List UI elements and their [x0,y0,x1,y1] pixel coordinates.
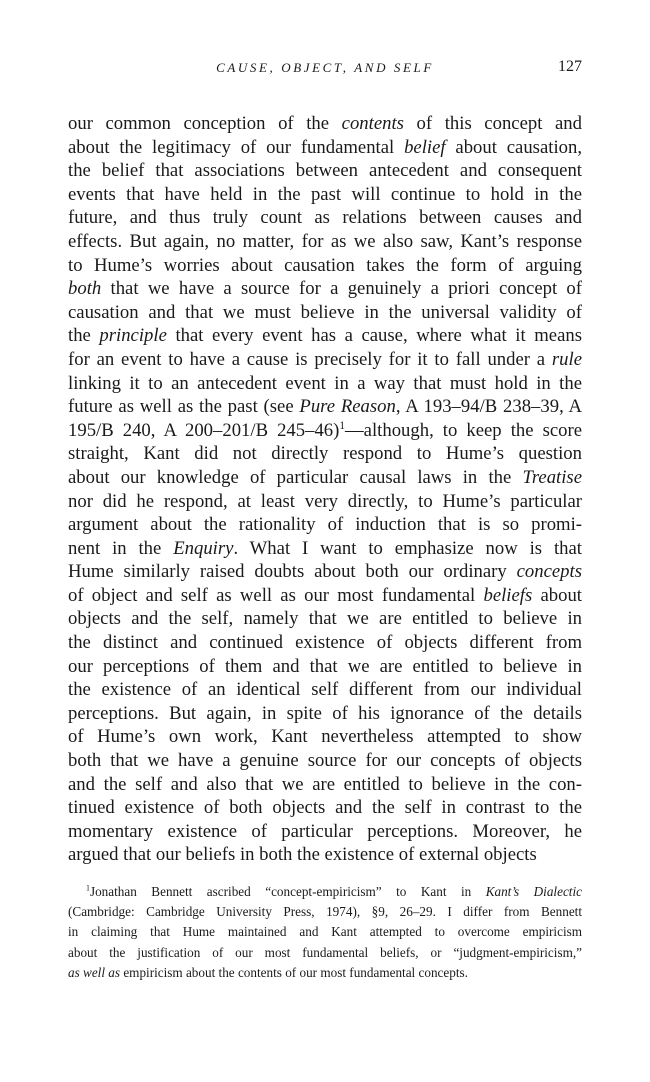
body-line: straight, Kant did not directly respond to Hume’s question [68,443,582,465]
body-line: events that have held in the past will continue to hold in the [68,183,582,205]
body-line: argued that our beliefs in both the existence of external objects [68,844,537,866]
body-line: our common conception of the contents of this concept and [68,113,582,134]
footnote-line: (Cambridge: Cambridge University Press, 1974), §9, 26–29. I differ from Bennett [68,904,582,920]
footnote-line: $^1$Jonathan Bennett ascribed “concept-empiricism” to Kant in Kant’s Dialectic [86,883,582,899]
footnote-line: about the justification of our most fundamental beliefs, or “judgment-empiricism,” [68,944,582,960]
body-line: the principle that every event has a cause, where what it means [68,325,582,347]
body-line: about the legitimacy of our fundamental belief about causation, [68,136,582,158]
body-line: and the self and also that we are entitled to believe in the con- [68,773,582,795]
body-line: the existence of an identical self different from our individual [68,679,582,701]
body-line: to Hume’s worries about causation takes the form of arguing [68,254,582,276]
footnote [68,882,582,983]
body-line: both that we have a source for a genuinely a priori concept of [68,278,582,300]
body-line: linking it to an antecedent event in a way that must hold in the [68,372,582,394]
page-number: 127 [558,58,582,75]
body-line: of Hume’s own work, Kant nevertheless attempted to show [68,726,582,748]
body-line: momentary existence of particular perceptions. Moreover, he [68,820,582,842]
running-head: CAUSE, OBJECT, AND SELF [216,60,434,75]
page-header [68,60,582,86]
body-text [68,112,582,867]
body-line: Hume similarly raised doubts about both our ordinary concepts [68,561,582,583]
footnote-line: as well as empiricism about the contents of our most fundamental concepts. [68,964,468,980]
body-line: perceptions. But again, in spite of his ignorance of the details [68,702,582,724]
body-line: of object and self as well as our most fundamental beliefs about [68,584,582,606]
footnote-line: in claiming that Hume maintained and Kant attempted to overcome empiricism [68,924,582,940]
body-line: nent in the Enquiry. What I want to emphasize now is that [68,537,582,559]
body-line: argument about the rationality of induction that is so promi- [68,514,582,536]
body-line: effects. But again, no matter, for as we also saw, Kant’s response [68,230,582,252]
body-line: tinued existence of both objects and the self in contrast to the [68,797,582,819]
body-line: our perceptions of them and that we are entitled to believe in [68,655,582,677]
body-line: both that we have a genuine source for our concepts of objects [68,750,582,772]
body-line: for an event to have a cause is precisely for it to fall under a rule [68,348,582,370]
body-line: nor did he respond, at least very directly, to Hume’s particular [68,490,582,512]
body-line: objects and the self, namely that we are entitled to believe in [68,608,582,630]
body-line: the belief that associations between antecedent and consequent [68,160,582,182]
body-line: causation and that we must believe in the universal validity of [68,301,582,323]
body-line: about our knowledge of particular causal laws in the Treatise [68,466,582,488]
body-line: future, and thus truly count as relations between causes and [68,207,582,229]
body-line: 195/B 240, A 200–201/B 245–46)$^1$—although, to keep the score [68,419,583,441]
body-line: the distinct and continued existence of objects different from [68,632,582,654]
body-line: future as well as the past (see Pure Reason, A 193–94/B 238–39, A [68,396,582,418]
